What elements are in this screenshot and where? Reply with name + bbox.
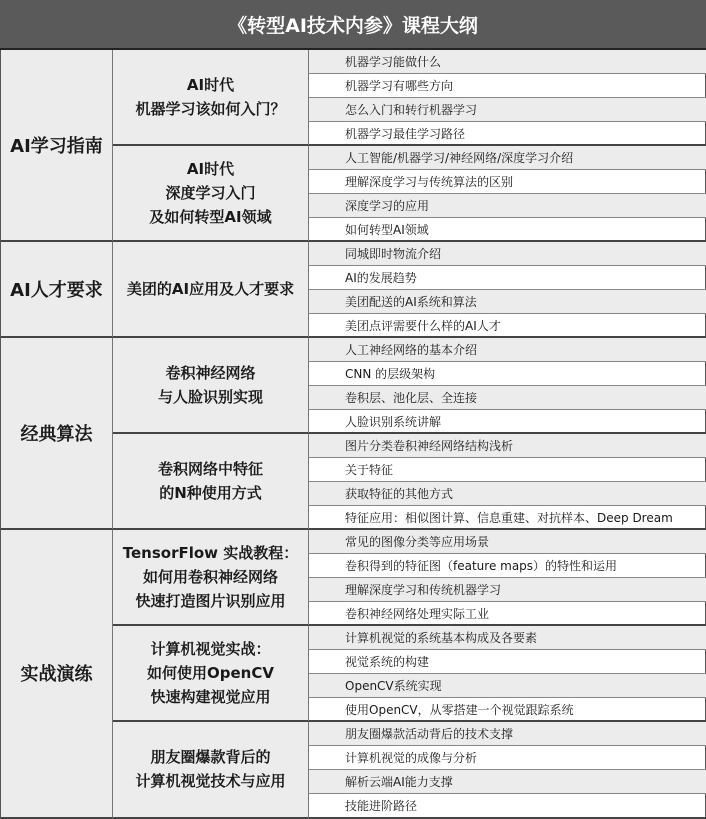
- outline-item: 图片分类卷积神经网络结构浅析: [309, 434, 706, 458]
- outline-item: AI的发展趋势: [309, 266, 706, 290]
- section-name: AI人才要求: [1, 242, 113, 338]
- outline-item: 机器学习最佳学习路径: [309, 122, 706, 146]
- topic-cell: [113, 722, 309, 818]
- topic-title: 计算机视觉实战： 如何使用OpenCV 快速构建视觉应用: [147, 640, 274, 707]
- outline-item: 视觉系统的构建: [309, 650, 706, 674]
- topic-cell: [113, 242, 309, 338]
- outline-item: 卷积得到的特征图（feature maps）的特性和运用: [309, 554, 706, 578]
- outline-item: 计算机视觉的系统基本构成及各要素: [309, 626, 706, 650]
- topic-cell: [113, 626, 309, 722]
- section-name: 实战演练: [1, 530, 113, 818]
- topic-title: AI时代 深度学习入门 及如何转型AI领域: [149, 160, 272, 227]
- outline-item: 美团配送的AI系统和算法: [309, 290, 706, 314]
- outline-item: 获取特征的其他方式: [309, 482, 706, 506]
- outline-item: 关于特征: [309, 458, 706, 482]
- outline-item: 计算机视觉的成像与分析: [309, 746, 706, 770]
- outline-item: 卷积层、池化层、全连接: [309, 386, 706, 410]
- topic-cell: [113, 146, 309, 242]
- outline-item: 解析云端AI能力支撑: [309, 770, 706, 794]
- outline-item: 机器学习能做什么: [309, 50, 706, 74]
- topic-cell: [113, 434, 309, 530]
- topic-title: TensorFlow 实战教程： 如何用卷积神经网络 快速打造图片识别应用: [122, 544, 299, 611]
- outline-item: 怎么入门和转行机器学习: [309, 98, 706, 122]
- topic-cell: [113, 530, 309, 626]
- outline-item: 如何转型AI领域: [309, 218, 706, 242]
- outline-item: 理解深度学习和传统机器学习: [309, 578, 706, 602]
- topic-title: AI时代 机器学习该如何入门？: [135, 76, 286, 119]
- outline-item: 理解深度学习与传统算法的区别: [309, 170, 706, 194]
- outline-item: CNN 的层级架构: [309, 362, 706, 386]
- outline-item: 卷积神经网络处理实际工业: [309, 602, 706, 626]
- outline-item: 深度学习的应用: [309, 194, 706, 218]
- topic-title: 美团的AI应用及人才要求: [126, 280, 295, 299]
- outline-item: 人工智能/机器学习/神经网络/深度学习介绍: [309, 146, 706, 170]
- outline-item: 特征应用：相似图计算、信息重建、对抗样本、Deep Dream: [309, 506, 706, 530]
- topic-title: 朋友圈爆款背后的 计算机视觉技术与应用: [135, 748, 286, 791]
- outline-table: [0, 50, 706, 819]
- topic-title: 卷积网络中特征 的N种使用方式: [157, 460, 263, 503]
- outline-item: 机器学习有哪些方向: [309, 74, 706, 98]
- page-title: 《转型AI技术内参》课程大纲: [0, 0, 706, 50]
- outline-item: 人工神经网络的基本介绍: [309, 338, 706, 362]
- topic-cell: [113, 50, 309, 146]
- topic-title: 卷积神经网络 与人脸识别实现: [157, 364, 263, 407]
- topic-cell: [113, 338, 309, 434]
- outline-item: 人脸识别系统讲解: [309, 410, 706, 434]
- outline-item: 美团点评需要什么样的AI人才: [309, 314, 706, 338]
- outline-item: OpenCV系统实现: [309, 674, 706, 698]
- section-name: AI学习指南: [1, 50, 113, 242]
- outline-item: 技能进阶路径: [309, 794, 706, 818]
- outline-item: 朋友圈爆款活动背后的技术支撑: [309, 722, 706, 746]
- outline-item: 使用OpenCV，从零搭建一个视觉跟踪系统: [309, 698, 706, 722]
- outline-item: 常见的图像分类等应用场景: [309, 530, 706, 554]
- section-name: 经典算法: [1, 338, 113, 530]
- outline-item: 同城即时物流介绍: [309, 242, 706, 266]
